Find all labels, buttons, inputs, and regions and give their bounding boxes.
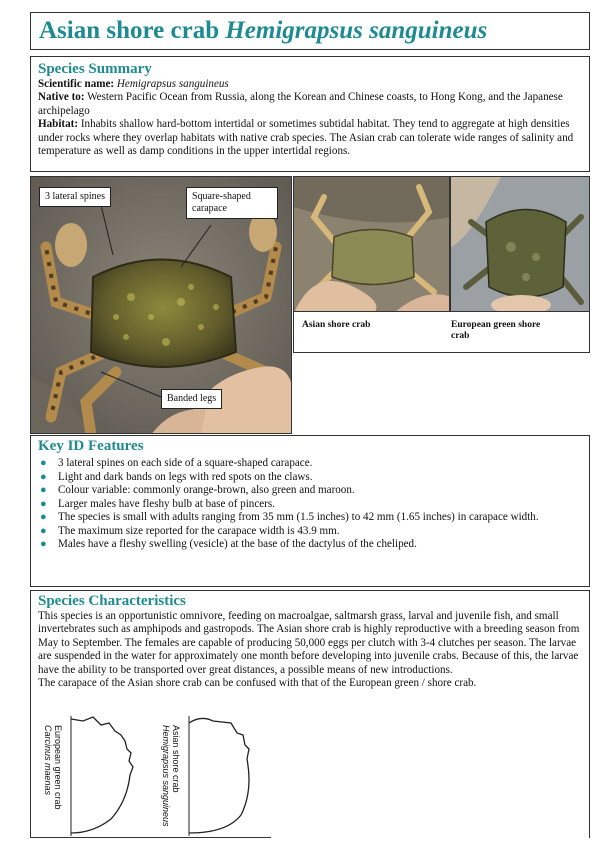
list-item [38, 484, 582, 498]
native-label: Native to: [38, 91, 85, 104]
bullet-icon: ● [40, 511, 47, 523]
list-item-text: Males have a fleshy swelling (vesicle) at the base of the dactylus of the cheliped. [58, 538, 417, 550]
list-item [38, 498, 582, 512]
asian-outline [189, 718, 249, 833]
habitat-label: Habitat: [38, 118, 79, 131]
bullet-icon: ● [40, 457, 47, 469]
scientific-name-label: Scientific name: [38, 78, 115, 90]
bullet-icon: ● [40, 538, 47, 550]
outline-label-asian-common: Asian shore crab [171, 725, 181, 793]
list-item [38, 471, 582, 485]
native-line [38, 91, 582, 118]
caption-european-green-crab: European green shore crab [451, 320, 541, 341]
native-value: Western Pacific Ocean from Russia, along the Korean and Chinese coasts, to Hong Kong, and the Japanese archipelago [38, 91, 563, 117]
european-green-crab-photo [450, 176, 590, 312]
list-item [38, 457, 582, 471]
list-item [38, 511, 582, 525]
list-item-text: The maximum size reported for the carapace width is 43.9 mm. [58, 524, 340, 537]
list-item [38, 538, 582, 552]
outline-label-asian-sci: Hemigrapsus sanguineus [161, 725, 171, 827]
list-item-text: Larger males have fleshy bulb at base of pincers. [58, 497, 275, 510]
list-item-text: Light and dark bands on legs with red spots on the claws. [58, 470, 313, 483]
title-scientific-name: Hemigrapsus sanguineus [225, 17, 488, 44]
key-id-list [38, 457, 582, 552]
species-summary-heading: Species Summary [38, 61, 152, 77]
photo-caption-box [293, 311, 590, 353]
bullet-icon: ● [40, 470, 47, 483]
european-crab-photo-illustration [451, 177, 590, 312]
species-characteristics-heading: Species Characteristics [38, 593, 186, 609]
characteristics-paragraph: This species is an opportunistic omnivore, feeding on macroalgae, saltmarsh grass, larval and juvenile fish, and small invertebrates such as amphipods and gastropods. The Asian shore crab is highly reproductive with a breeding season from May to September. The females are capable of producing 50,000 eggs per clutch with 3-4 clutches per season. The larvae are suspended in the water for approximately one month before developing into juvenile crabs. Because of this, the larvae have the ability to be transported over great distances, a possible means of new introductions. [38, 610, 580, 676]
asian-crab-photo-illustration [294, 177, 450, 312]
outline-label-european-common: European green crab [53, 725, 63, 810]
key-id-heading: Key ID Features [38, 438, 144, 454]
asian-shore-crab-main-photo [30, 176, 292, 434]
page-title [31, 13, 589, 45]
title-box [30, 12, 590, 50]
outline-label-european-sci: Carcinus maenas [43, 725, 53, 796]
callout-lateral-spines: 3 lateral spines [39, 187, 111, 207]
list-item [38, 525, 582, 539]
key-id-features-section [30, 435, 590, 587]
list-item-text: 3 lateral spines on each side of a square-shaped carapace. [58, 457, 313, 469]
european-outline [71, 717, 133, 833]
callout-banded-legs: Banded legs [161, 389, 222, 409]
bullet-icon: ● [40, 524, 47, 537]
bullet-icon: ● [40, 484, 47, 496]
asian-shore-crab-photo [293, 176, 450, 312]
habitat-line [38, 118, 582, 158]
title-common-name: Asian shore crab [39, 17, 226, 44]
bullet-icon: ● [40, 497, 47, 510]
bottom-rule [31, 837, 271, 838]
carapace-outline-comparison [31, 711, 271, 841]
species-summary-section [30, 56, 590, 172]
confusion-note: The carapace of the Asian shore crab can be confused with that of the European green / shore crab. [38, 677, 477, 690]
scientific-name-line [38, 78, 582, 91]
species-characteristics-section [30, 590, 590, 838]
callout-square-carapace: Square-shaped carapace [186, 187, 278, 219]
scientific-name-value: Hemigrapsus sanguineus [116, 78, 229, 90]
caption-asian-shore-crab: Asian shore crab [302, 320, 371, 330]
photo-panel [30, 176, 590, 446]
list-item-text: Colour variable: commonly orange-brown, also green and maroon. [58, 484, 355, 496]
list-item-text: The species is small with adults ranging from 35 mm (1.5 inches) to 42 mm (1.65 inches) in carapace width. [58, 511, 539, 523]
habitat-value: Inhabits shallow hard-bottom intertidal or sometimes subtidal habitat. They tend to aggregate at high densities under rocks where they overlap habitats with native crab species. The Asian crab can tolerate wide ranges of salinity and temperature as well as damp conditions in the upper intertidal regions. [38, 118, 574, 158]
